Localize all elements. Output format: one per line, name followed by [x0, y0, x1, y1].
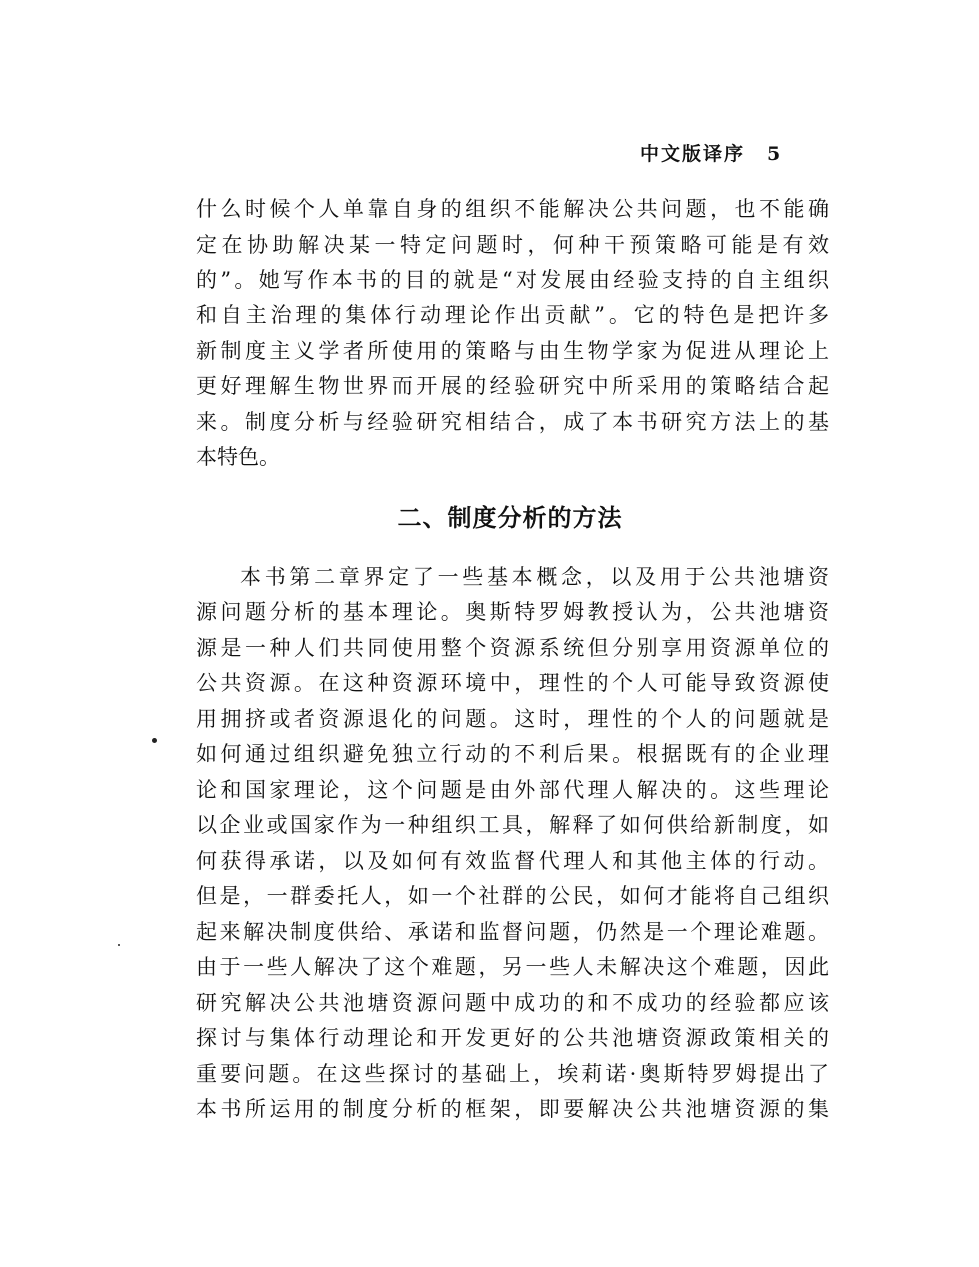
text-line: 由于一些人解决了这个难题，另一些人未解决这个难题，因此 [196, 955, 829, 979]
text-line: 用拥挤或者资源退化的问题。这时，理性的个人的问题就是 [196, 707, 829, 731]
text-line: 研究解决公共池塘资源问题中成功的和不成功的经验都应该 [196, 991, 829, 1015]
text-line: 起来解决制度供给、承诺和监督问题，仍然是一个理论难题。 [196, 920, 829, 944]
text-line: 新制度主义学者所使用的策略与由生物学家为促进从理论上 [196, 339, 829, 363]
text-line: 本书所运用的制度分析的框架，即要解决公共池塘资源的集 [196, 1097, 829, 1121]
text-line: 来。制度分析与经验研究相结合，成了本书研究方法上的基 [196, 410, 829, 434]
text-line: 以企业或国家作为一种组织工具，解释了如何供给新制度，如 [196, 813, 829, 837]
text-line: 和自主治理的集体行动理论作出贡献”。它的特色是把许多 [196, 303, 829, 327]
running-header [640, 139, 820, 166]
text-line: 如何通过组织避免独立行动的不利后果。根据既有的企业理 [196, 742, 829, 766]
text-line: 但是，一群委托人，如一个社群的公民，如何才能将自己组织 [196, 884, 829, 908]
text-line: 探讨与集体行动理论和开发更好的公共池塘资源政策相关的 [196, 1026, 829, 1050]
section-heading: 二、制度分析的方法 [397, 503, 623, 532]
text-line: 何获得承诺，以及如何有效监督代理人和其他主体的行动。 [196, 849, 829, 873]
scan-speck [152, 738, 157, 743]
text-line: 公共资源。在这种资源环境中，理性的个人可能导致资源使 [196, 671, 829, 695]
text-line: 本书第二章界定了一些基本概念，以及用于公共池塘资 [240, 565, 829, 589]
text-line: 重要问题。在这些探讨的基础上，埃莉诺·奥斯特罗姆提出了 [196, 1062, 829, 1086]
running-header-title: 中文版译序 [640, 143, 746, 165]
scan-speck [118, 944, 120, 946]
text-line: 论和国家理论，这个问题是由外部代理人解决的。这些理论 [196, 778, 829, 802]
text-line: 什么时候个人单靠自身的组织不能解决公共问题，也不能确 [196, 197, 829, 221]
text-line: 本特色。 [196, 445, 280, 469]
text-line: 定在协助解决某一特定问题时，何种干预策略可能是有效 [196, 233, 829, 257]
text-line: 源是一种人们共同使用整个资源系统但分别享用资源单位的 [196, 636, 829, 660]
text-line: 源问题分析的基本理论。奥斯特罗姆教授认为，公共池塘资 [196, 600, 829, 624]
text-line: 更好理解生物世界而开展的经验研究中所采用的策略结合起 [196, 374, 829, 398]
text-line: 的”。她写作本书的目的就是“对发展由经验支持的自主组织 [196, 268, 829, 292]
page-number: 5 [767, 143, 781, 165]
